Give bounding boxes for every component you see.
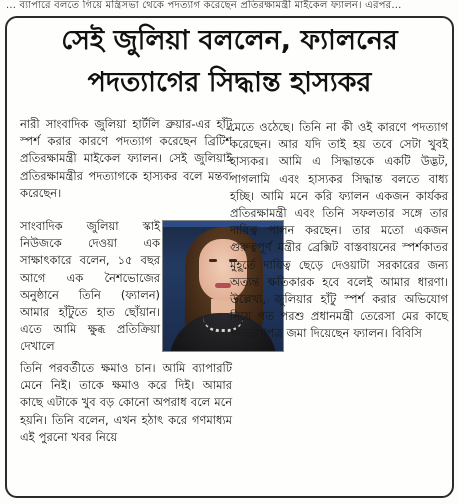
left-eye-shape [209,259,217,262]
lips-shape [215,283,231,288]
paragraph-apology: তিনি পরবর্তীতে ক্ষমাও চান। আমি ব্যাপারটি মেনে নিই। তাকে ক্ষমাও করে দিই। আমার কাছে এটাকে খুব বড় কোনো অপরাধ বলে মনে হয়নি। তিনি বলেন, এখন হঠাৎ করে গণমাধ্যম এই পুরনো খবর নিয়ে [20,361,232,444]
paragraph-continued [230,119,448,343]
body-column-left-top [20,116,232,202]
body-column-right [230,119,448,343]
paragraph-right-text: মেতে ওঠেছে। তিনি না কী ওই কারণে পদত্যাগ করেছেন। আর যদি তাই হয় তবে সেটা খুবই হাস্যকর। আমি এ সিদ্ধান্তকে একটি উদ্ভট, পাগলামি এবং হাস্যকর সিদ্ধান্ত বলতে বাধ্য হচ্ছি। আমি মনে করি ফ্যালন একজন কার্যকর প্রতিরক্ষামন্ত্রী এবং তিনি সফলতার সঙ্গে তার দায়িত্ব পালন করছেন। তার মতো একজন গুরুত্বপূর্ণ মন্ত্রীর ব্রেক্সিট বাস্তবায়নের স্পর্শকাতর মুহূর্তে দায়িত্ব ছেড়ে দেওয়াটা সরকারের জন্য অত্যন্ত ক্ষতিকারক হবে বলেই আমার ধারণা। উল্লেখ্য, জুলিয়ার হাঁটু স্পর্শ করার অভিযোগ নিয়ে গত পরশু প্রধানমন্ত্রী তেরেসা মের কাছে পদত্যাগপত্র জমা দিয়েছেন ফ্যালন। [230,120,448,341]
paragraph-intro: নারী সাংবাদিক জুলিয়া হার্টলি ব্রুয়ার-এর হাঁটু স্পর্শ করার কারণে পদত্যাগ করেছেন ব্রিটিশ প্রতিরক্ষামন্ত্রী মাইকেল ফ্যালন। সেই জুলিয়াই প্রতিরক্ষামন্ত্রীর পদত্যাগকে হাস্যকর বলে মন্তব্য করেছেন। [20,117,232,200]
source-credit: বিবিসি [391,326,422,341]
body-column-left-middle [20,218,160,356]
headline-line-1: সেই জুলিয়া বললেন, ফ্যালনের [61,25,398,56]
article-headline [12,20,447,104]
paragraph-interview: সাংবাদিক জুলিয়া স্কাই নিউজকে দেওয়া এক সাক্ষাৎকারে বলেন, ১৫ বছর আগে এক নৈশভোজের অনুষ্ঠানে তিনি (ফ্যালন) আমার হাঁটুতে হাত ছোঁয়ান। এতে আমি ক্ষুব্ধ প্রতিক্রিয়া দেখালে [20,219,160,354]
previous-article-strip: ... ব্যাপারে বলতে গিয়ে মন্ত্রিসভা থেকে পদত্যাগ করেছেন প্রতিরক্ষামন্ত্রী মাইকেল ফ্যালন। এরপর... [6,0,402,11]
headline-line-2: পদত্যাগের সিদ্ধান্ত হাস্যকর [87,67,372,98]
body-column-left-bottom [20,360,232,446]
